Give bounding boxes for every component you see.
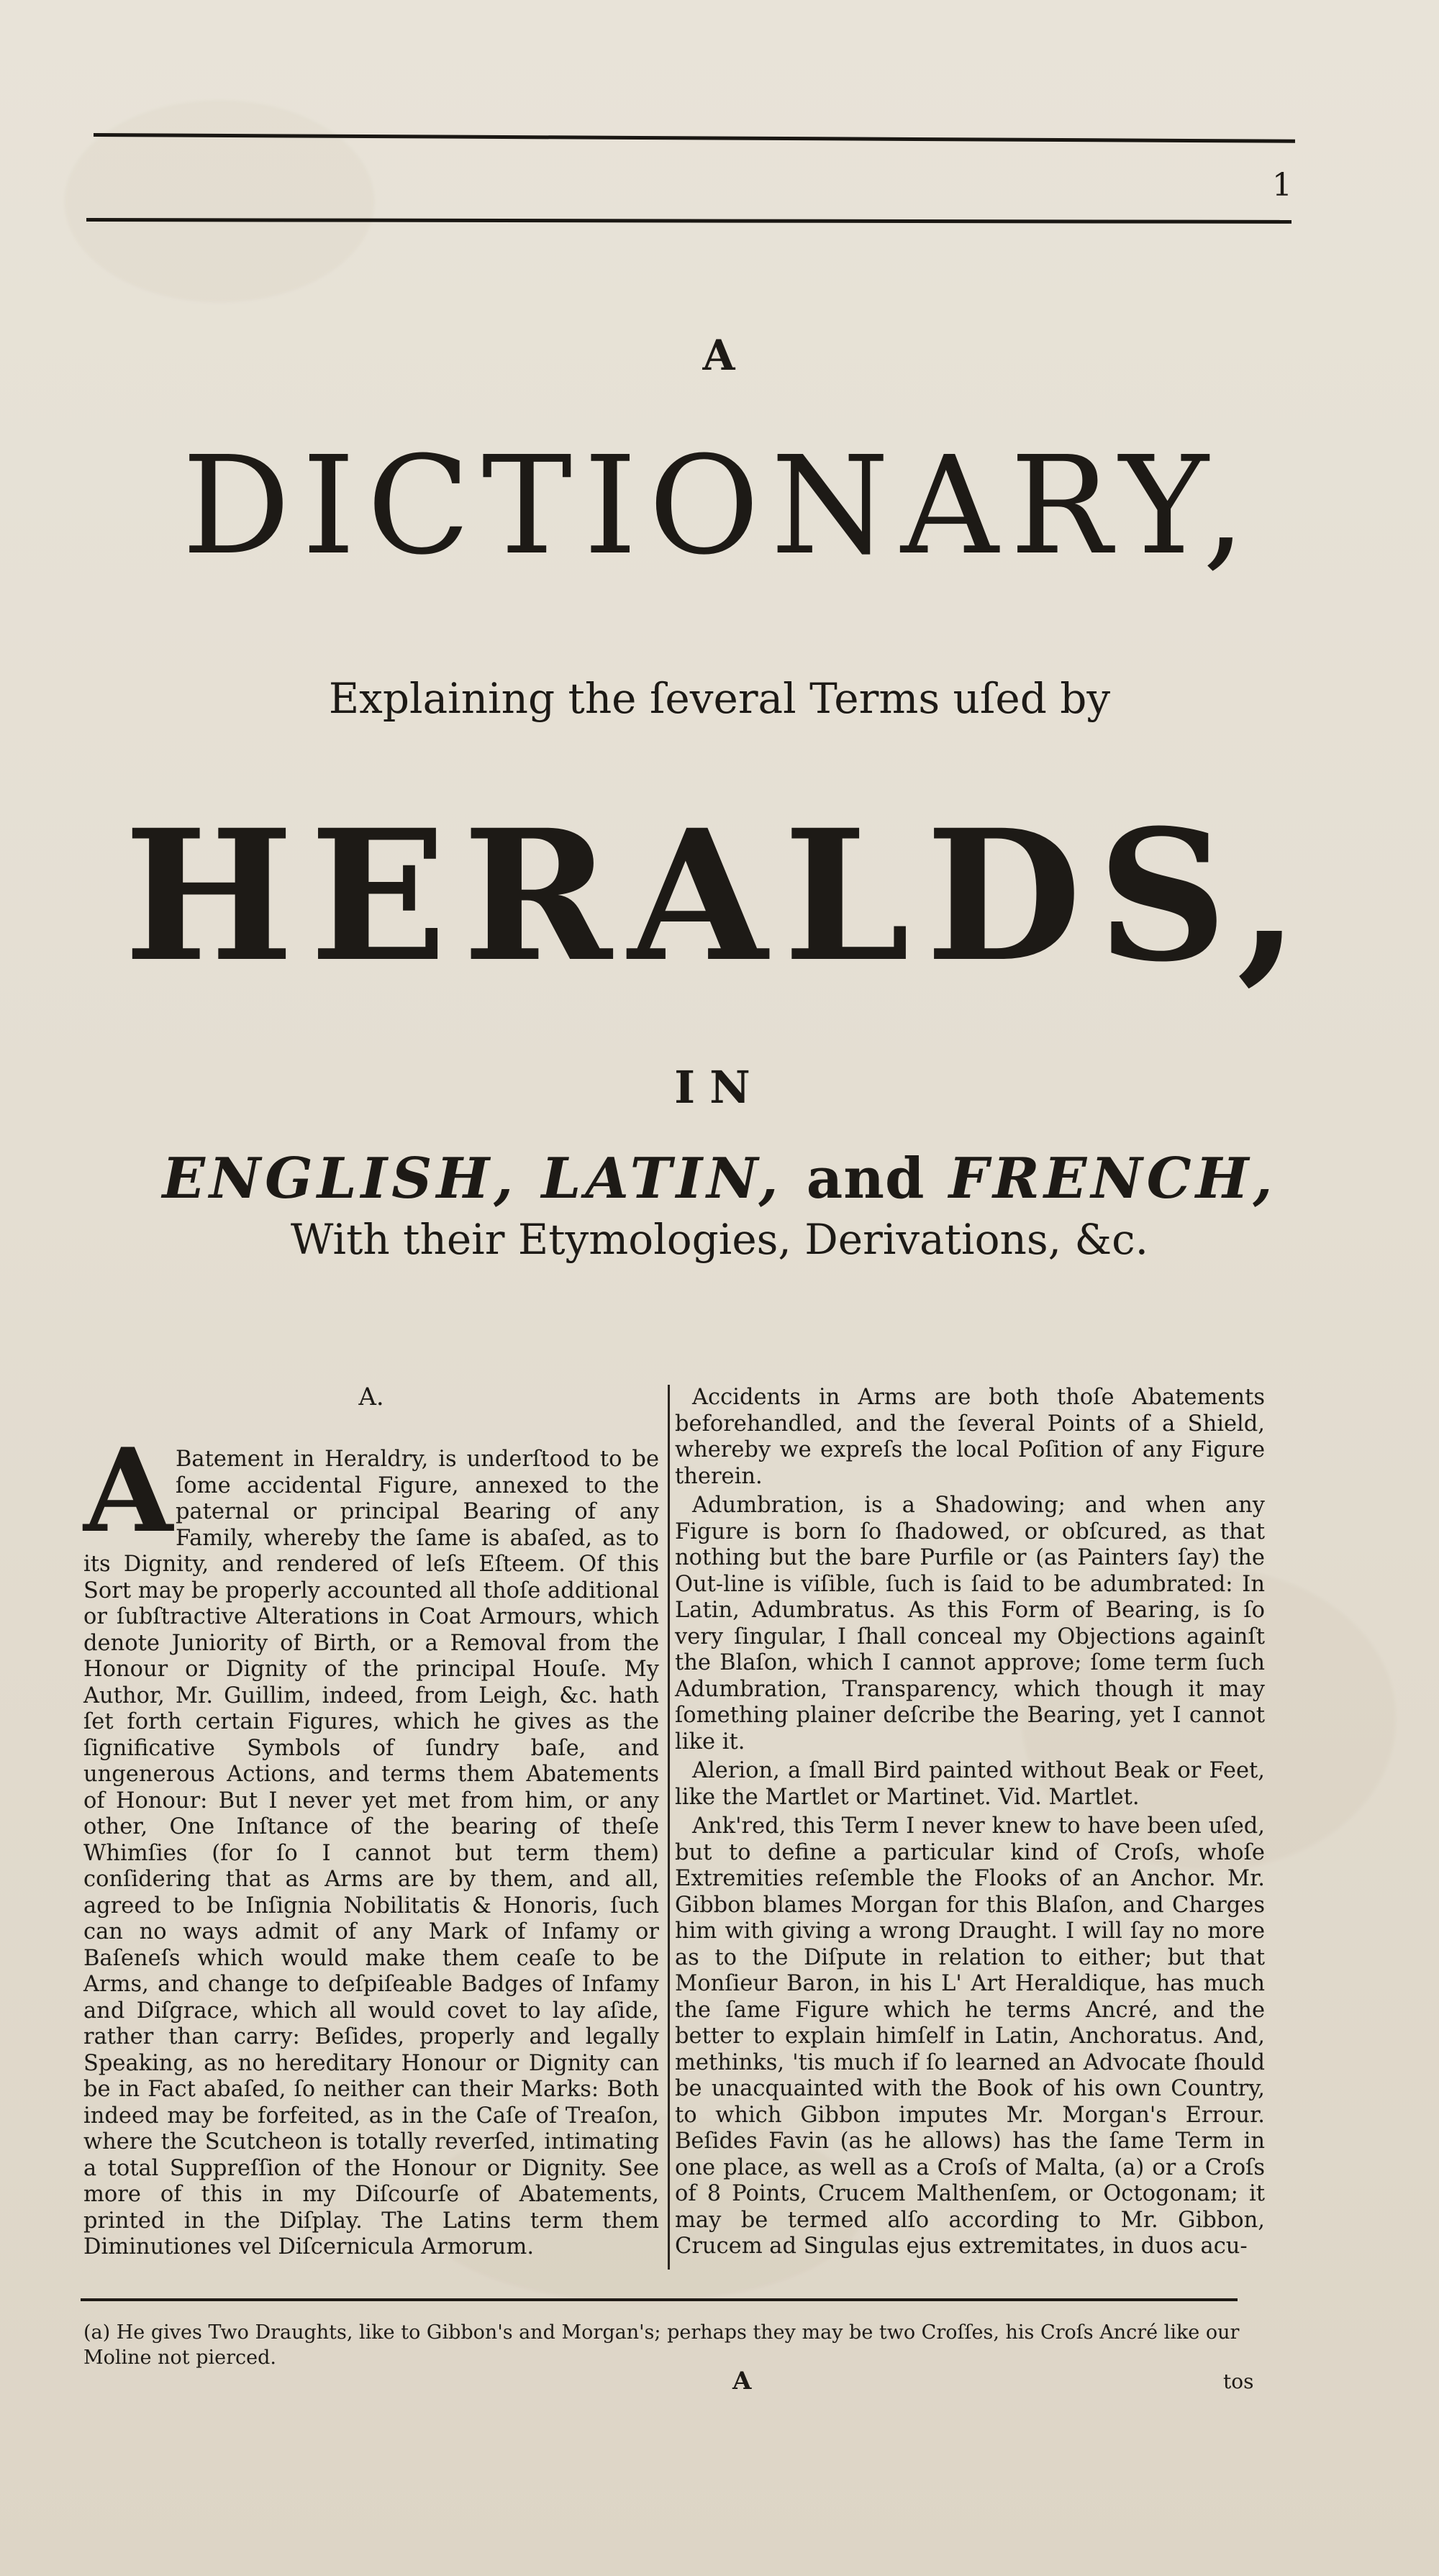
title-article: A [702, 331, 737, 380]
adumbration-entry: Adumbration, is a Shadowing; and when any Figure is born ſo ſhadowed, or obſcured, as that nothing but the bare Purfile or (as Painters ſay) the Out-line is viſible, ſuch is ſaid to be adumbrated: In Latin, Adumbratus. As this Form of Bearing, is ſo very ſingular, I ſhall conceal my Objections againſt the Blaſon, which I cannot approve; ſome term ſuch Adumbration, Transparency, which though it may ſomething plainer deſcribe the Bearing, yet I cannot like it. [675, 1493, 1265, 1754]
and-word: and [806, 1146, 925, 1211]
etymologies-line: With their Etymologies, Derivations, &c. [290, 1215, 1149, 1264]
left-column [83, 1385, 659, 2264]
right-column [675, 1385, 1265, 2263]
column-divider [668, 1385, 670, 2270]
footnote-rule [81, 2298, 1238, 2301]
abatement-entry [83, 1423, 659, 2261]
page-number: 1 [1272, 167, 1292, 204]
accidents-entry: Accidents in Arms are both thoſe Abatements beforehandled, and the ſeveral Points of a Shield, whereby we expreſs the local Poſition of any Figure therein. [675, 1385, 1265, 1489]
in-word: IN [674, 1061, 765, 1114]
signature-mark: A [732, 2367, 752, 2395]
catchword: tos [1223, 2370, 1254, 2393]
latin-language: LATIN, [541, 1146, 783, 1211]
french-language: FRENCH, [948, 1146, 1277, 1211]
subtitle: Explaining the ſeveral Terms uſed by [328, 674, 1111, 723]
languages-line [0, 1146, 1439, 1211]
section-letter: A. [358, 1383, 384, 1411]
heralds-title: HERALDS, [124, 790, 1315, 1001]
ankred-entry: Ank'red, this Term I never knew to have been uſed, but to define a particular kind of Croſs, whoſe Extremities reſemble the Flooks of an Anchor. Mr. Gibbon blames Morgan for this Blaſon, and Charges him with giving a wrong Draught. I will ſay no more as to the Diſpute in relation to either; but that Monſieur Baron, in his L' Art Heraldique, has much the ſame Figure which he terms Ancré, and the better to explain himſelf in Latin, Anchoratus. And, methinks, 'tis much if ſo learned an Advocate ſhould be unacquainted with the Book of his own Country, to which Gibbon imputes Mr. Morgan's Errour. Beſides Favin (as he allows) has the ſame Term in one place, as well as a Croſs of Malta, (a) or a Croſs of 8 Points, Crucem Malthenſem, or Octogonam; it may be termed alſo according to Mr. Gibbon, Crucem ad Singulas ejus extremitates, in duos acu- [675, 1813, 1265, 2259]
footnote: (a) He gives Two Draughts, like to Gibbon's and Morgan's; perhaps they may be two Croſſes, his Croſs Ancré like our Moline not pierced. [83, 2321, 1240, 2369]
paper-stain [65, 101, 374, 302]
english-language: ENGLISH, [162, 1146, 518, 1211]
dropcap-a: A [83, 1423, 173, 1558]
abatement-text: Batement in Heraldry, is underſtood to be ſome accidental Figure, annexed to the paternal or principal Bearing of any Family, whereby the ſame is abaſed, as to its Dignity, and rendered of leſs Eſteem. Of this Sort may be properly accounted all thoſe additional or ſubſtractive Alterations in Coat Armours, which denote Juniority of Birth, or a Removal from the Honour or Dignity of the principal Houſe. My Author, Mr. Guillim, indeed, from Leigh, &c. hath ſet forth certain Figures, which he gives as the ſignificative Symbols of ſundry baſe, and ungenerous Actions, and terms them Abatements of Honour: But I never yet met from him, or any other, One Inſtance of the bearing of theſe Whimſies (for ſo I cannot but term them) conſidering that as Arms are by them, and all, agreed to be Inſignia Nobilitatis & Honoris, ſuch can no ways admit of any Mark of Infamy or Baſeneſs which would make them ceaſe to be Arms, and change to deſpiſeable Badges of Infamy and Diſgrace, which all would covet to lay aſide, rather than carry: Beſides, properly and legally Speaking, as no hereditary Honour or Dignity can be in Fact abaſed, ſo neither can their Marks: Both indeed may be forfeited, as in the Caſe of Treaſon, where the Scutcheon is totally reverſed, intimating a total Suppreſſion of the Honour or Dignity. See more of this in my Diſcourſe of Abatements, printed in the Diſplay. The Latins term them Diminutiones vel Diſcernicula Armorum. [83, 1447, 659, 2259]
alerion-entry: Alerion, a ſmall Bird painted without Beak or Feet, like the Martlet or Martinet. Vid. Martlet. [675, 1758, 1265, 1810]
dictionary-title: DICTIONARY, [181, 427, 1258, 585]
